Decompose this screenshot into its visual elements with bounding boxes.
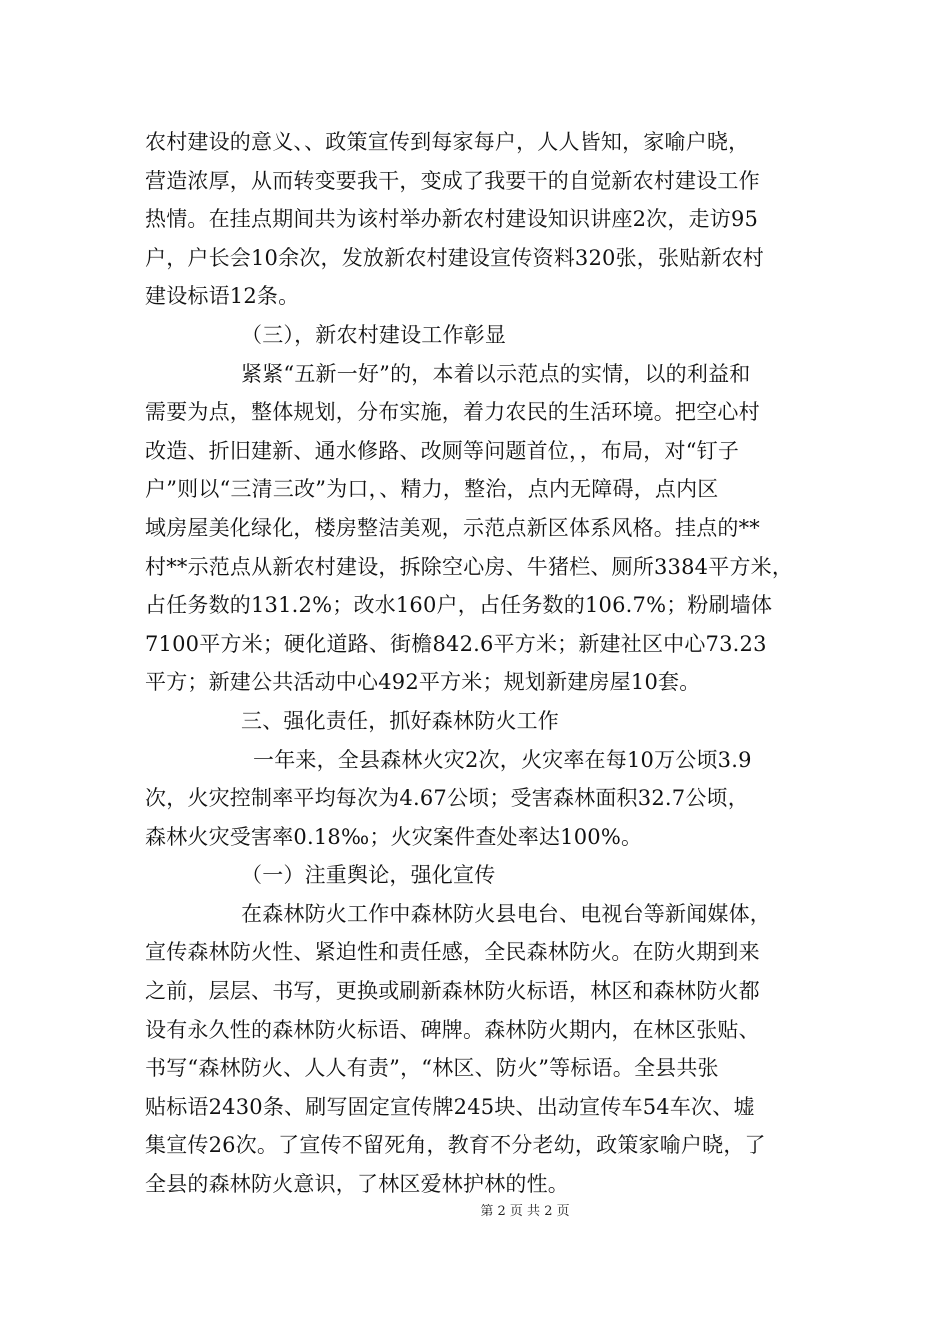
text-line: 占任务数的131.2%；改水160户，占任务数的106.7%；粉刷墙体	[145, 593, 773, 618]
text-line: 森林火灾受害率0.18‰；火灾案件查处率达100%。	[145, 824, 643, 849]
text-line: 建设标语12条。	[145, 284, 300, 309]
document-body	[145, 123, 810, 1204]
text-line: 次，火灾控制率平均每次为4.67公顷；受害森林面积32.7公顷，	[145, 786, 749, 811]
text-line: 书写“森林防火、人人有责”，“林区、防火”等标语。全县共张	[145, 1056, 719, 1081]
paragraph-first-line: 一年来，全县森林火灾2次，火灾率在每10万公顷3.9	[253, 747, 752, 772]
section-heading: （一）注重舆论，强化宣传	[241, 863, 496, 888]
text-line: 7100平方米；硬化道路、街檐842.6平方米；新建社区中心73.23	[145, 631, 767, 656]
text-line: 户，户长会10余次，发放新农村建设宣传资料320张，张贴新农村	[145, 245, 765, 270]
text-line: 热情。在挂点期间共为该村举办新农村建设知识讲座2次，走访95	[145, 207, 759, 232]
text-line: 平方；新建公共活动中心492平方米；规划新建房屋10套。	[145, 670, 701, 695]
text-line: 户”则以“三清三改”为口，、精力，整治，点内无障碍，点内区	[145, 477, 719, 502]
text-line: 需要为点，整体规划，分布实施，着力农民的生活环境。把空心村	[145, 400, 760, 425]
section-heading: （三），新农村建设工作彰显	[241, 322, 507, 347]
paragraph-first-line: 紧紧“五新一好”的，本着以示范点的实情，以的利益和	[241, 361, 751, 386]
text-line: 改造、折旧建新、通水修路、改厕等问题首位，，布局，对“钉子	[145, 438, 740, 463]
text-line: 农村建设的意义、、政策宣传到每家每户，人人皆知，家喻户晓，	[145, 130, 750, 154]
text-line: 宣传森林防火性、紧迫性和责任感，全民森林防火。在防火期到来	[145, 940, 760, 965]
section-heading: 三、强化责任，抓好森林防火工作	[241, 708, 559, 733]
text-line: 村**示范点从新农村建设，拆除空心房、牛猪栏、厕所3384平方米，	[145, 554, 794, 579]
text-line: 域房屋美化绿化，楼房整洁美观，示范点新区体系风格。挂点的**	[145, 515, 760, 540]
page-number: 第 2 页 共 2 页	[480, 1204, 570, 1219]
text-line: 贴标语2430条、刷写固定宣传牌245块、出动宣传车54车次、墟	[145, 1094, 755, 1119]
text-line: 设有永久性的森林防火标语、碑牌。森林防火期内，在林区张贴、	[145, 1017, 760, 1042]
text-line: 之前，层层、书写，更换或刷新森林防火标语，林区和森林防火都	[145, 979, 760, 1004]
text-line: 全县的森林防火意识，了林区爱林护林的性。	[145, 1172, 569, 1197]
text-line: 营造浓厚，从而转变要我干，变成了我要干的自觉新农村建设工作	[145, 168, 760, 193]
paragraph-first-line: 在森林防火工作中森林防火县电台、电视台等新闻媒体，	[241, 901, 771, 926]
text-line: 集宣传26次。了宣传不留死角，教育不分老幼，政策家喻户晓，了	[145, 1133, 766, 1158]
